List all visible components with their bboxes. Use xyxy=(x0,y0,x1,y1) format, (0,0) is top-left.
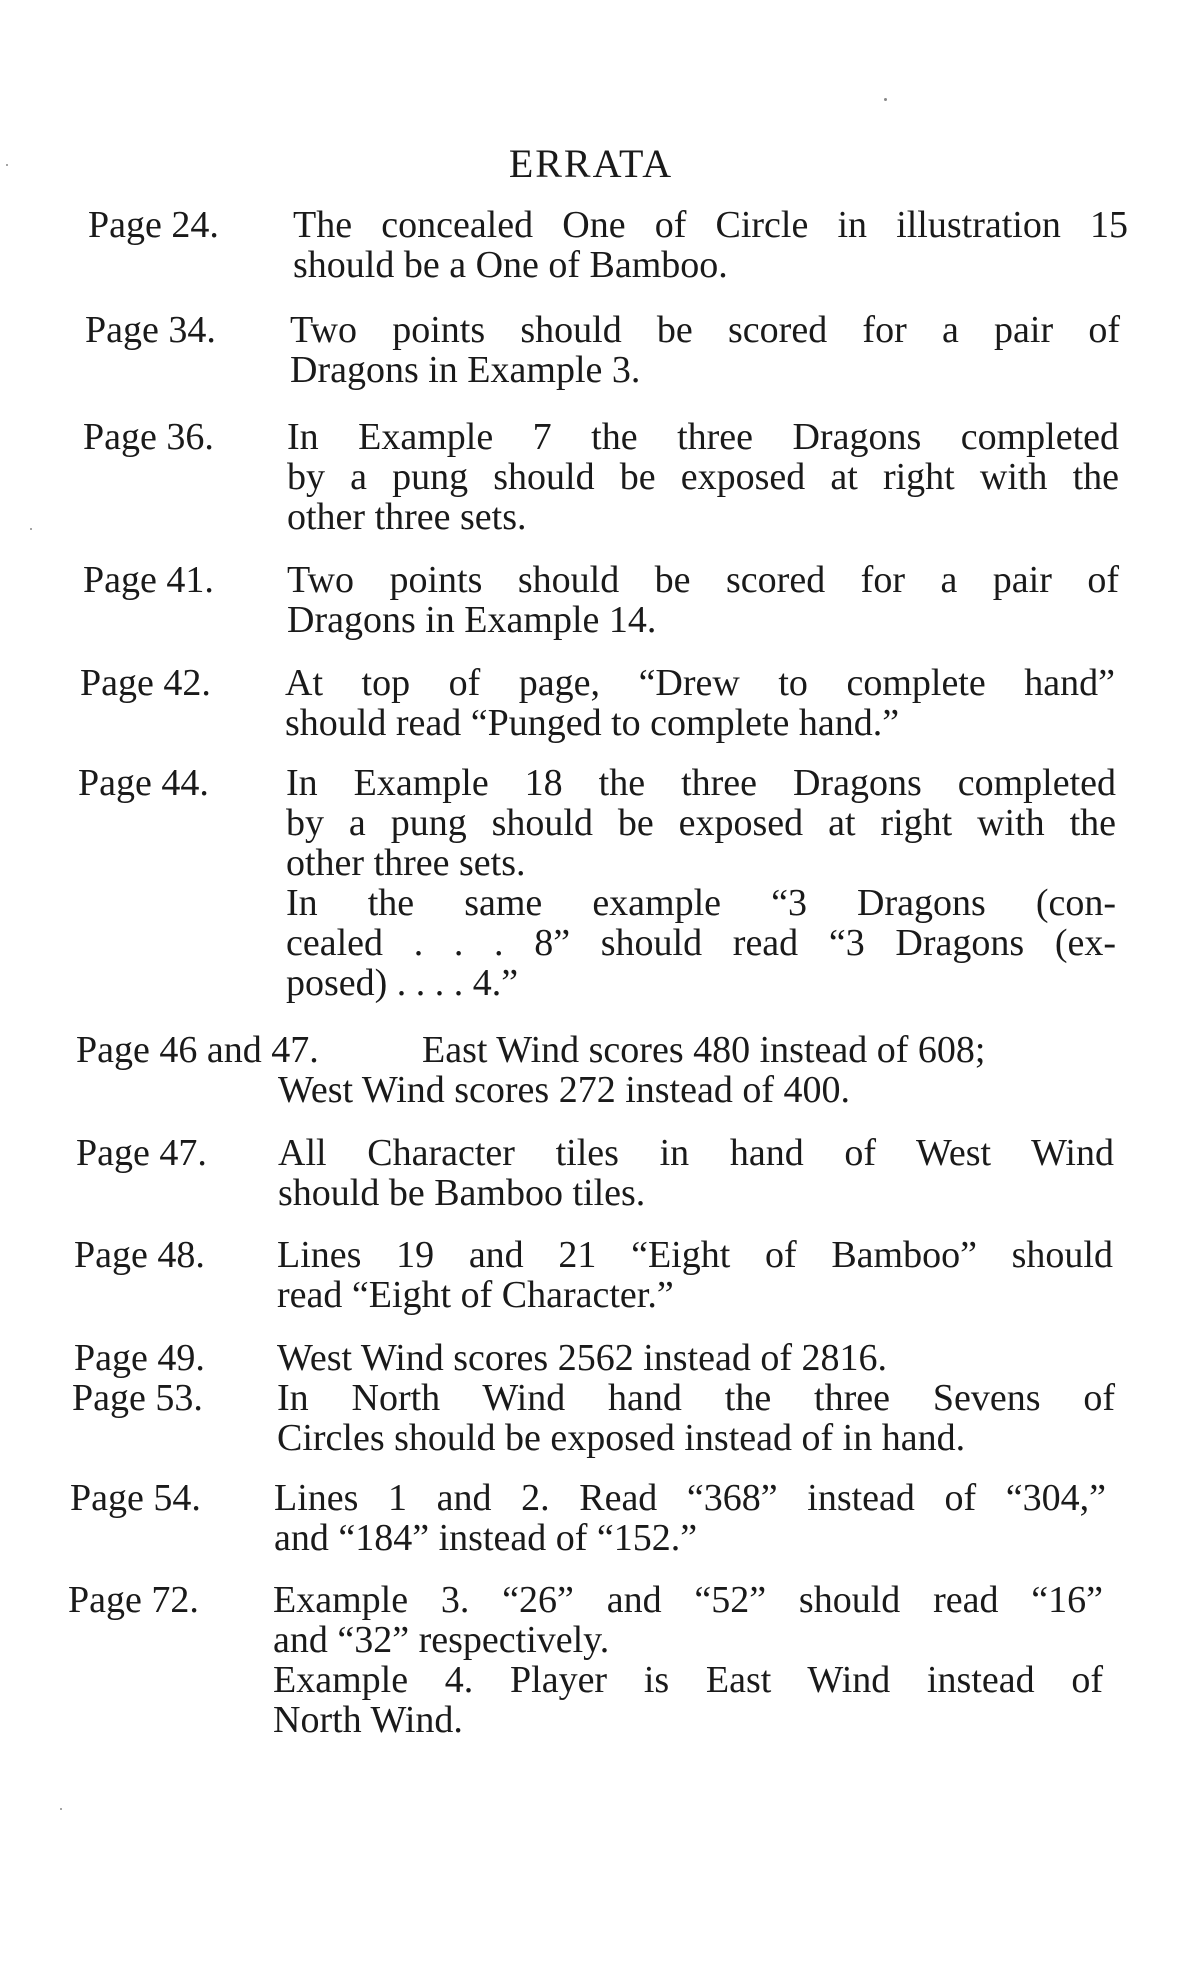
page-reference: Page 53. xyxy=(72,1377,203,1419)
page-reference: Page 34. xyxy=(85,309,216,351)
correction-text: West Wind scores 272 instead of 400. xyxy=(278,1069,851,1111)
page-reference: Page 44. xyxy=(78,762,209,804)
print-speck xyxy=(6,164,8,166)
correction-text: East Wind scores 480 instead of 608; xyxy=(422,1029,986,1071)
page-reference: Page 46 and 47. xyxy=(76,1029,319,1071)
correction-text: Two points should be scored for a pair of Dragons in Example 14. xyxy=(287,559,1119,641)
page-reference: Page 42. xyxy=(80,662,211,704)
correction-text: The concealed One of Circle in illustration 15 should be a One of Bamboo. xyxy=(293,204,1128,286)
print-speck xyxy=(884,98,887,101)
correction-text: All Character tiles in hand of West Wind should be Bamboo tiles. xyxy=(278,1132,1114,1214)
page-reference: Page 41. xyxy=(83,559,214,601)
correction-text: In North Wind hand the three Sevens of Circles should be exposed instead of in hand. xyxy=(277,1377,1115,1459)
print-speck xyxy=(60,1808,62,1810)
page-reference: Page 49. xyxy=(74,1337,205,1379)
page-title: ERRATA xyxy=(508,141,674,186)
page-reference: Page 48. xyxy=(74,1234,205,1276)
correction-text: Lines 1 and 2. Read “368” instead of “304,” and “184” instead of “152.” xyxy=(274,1477,1106,1559)
correction-text: Lines 19 and 21 “Eight of Bamboo” should read “Eight of Character.” xyxy=(277,1234,1113,1316)
print-speck xyxy=(30,528,32,530)
page-reference: Page 36. xyxy=(83,416,214,458)
correction-text: Two points should be scored for a pair of Dragons in Example 3. xyxy=(290,309,1120,391)
page-reference: Page 47. xyxy=(76,1132,207,1174)
page-reference: Page 54. xyxy=(70,1477,201,1519)
correction-text: At top of page, “Drew to complete hand” should read “Punged to complete hand.” xyxy=(285,662,1115,744)
correction-text: In Example 7 the three Dragons completed by a pung should be exposed at right with the other three sets. xyxy=(287,416,1119,538)
correction-text: In Example 18 the three Dragons completed by a pung should be exposed at right with the other three sets. In the same example “3 Dragons (con- cealed . . . 8” should read “3 Dragons (ex- posed) . . . . 4.” xyxy=(286,762,1116,1004)
page-reference: Page 24. xyxy=(88,204,219,246)
correction-text: Example 3. “26” and “52” should read “16” and “32” respectively. Example 4. Player is East Wind instead of North Wind. xyxy=(273,1579,1103,1741)
correction-text: West Wind scores 2562 instead of 2816. xyxy=(277,1337,888,1379)
page-reference: Page 72. xyxy=(68,1579,199,1621)
